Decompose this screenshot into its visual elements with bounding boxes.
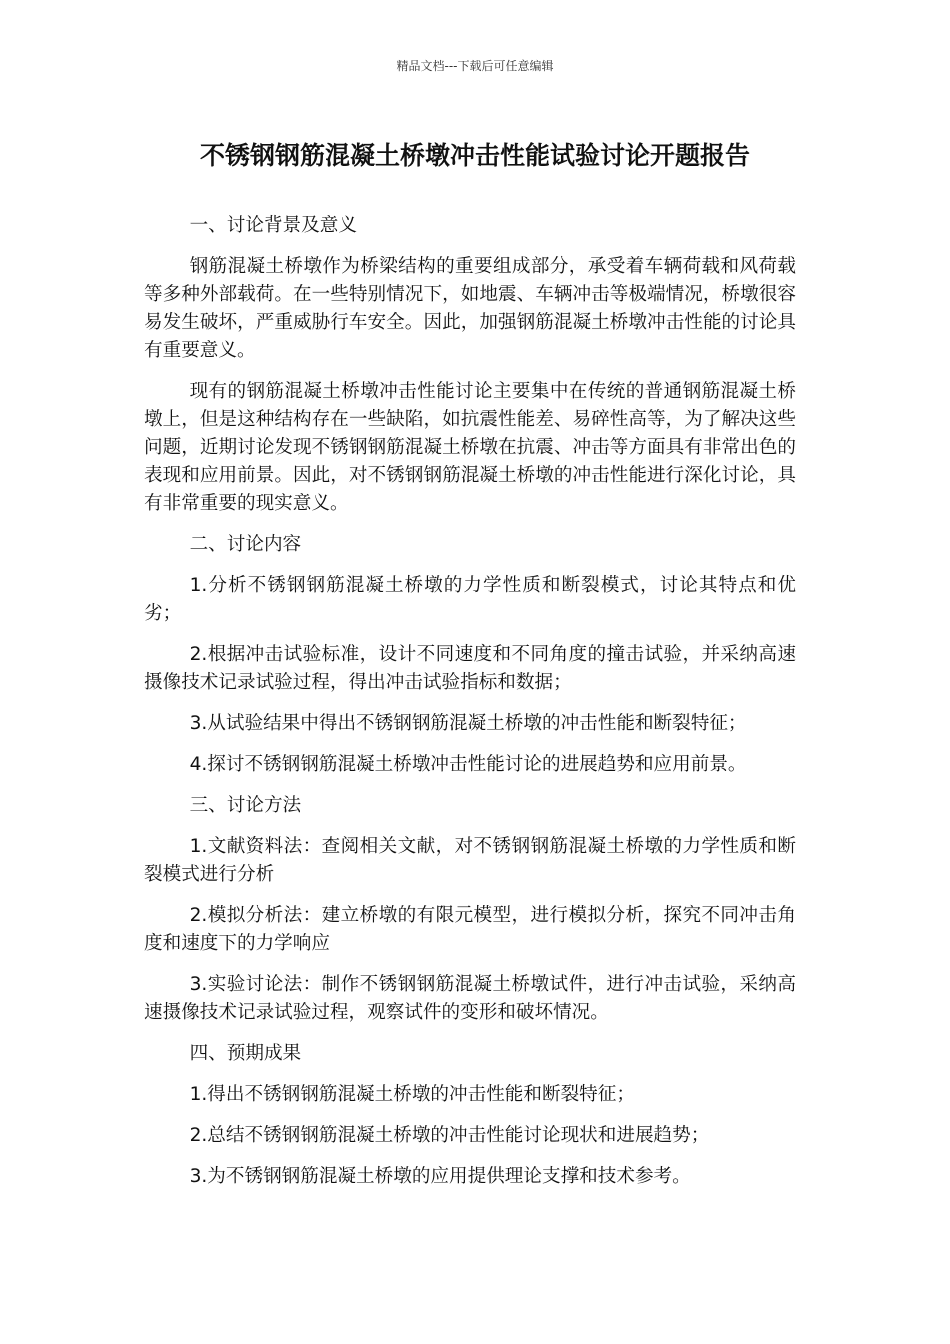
list-item: 3.实验讨论法：制作不锈钢钢筋混凝土桥墩试件，进行冲击试验，采纳高速摄像技术记录试验过程，观察试件的变形和破坏情况。 — [144, 974, 796, 1023]
paragraph: 钢筋混凝土桥墩作为桥梁结构的重要组成部分，承受着车辆荷载和风荷载等多种外部载荷。在一些特别情况下，如地震、车辆冲击等极端情况，桥墩很容易发生破坏，严重威胁行车安全。因此，加强钢筋混凝土桥墩冲击性能的讨论具有重要意义。 — [144, 256, 796, 361]
list-item: 1.文献资料法：查阅相关文献，对不锈钢钢筋混凝土桥墩的力学性质和断裂模式进行分析 — [144, 836, 796, 885]
list-item: 3.从试验结果中得出不锈钢钢筋混凝土桥墩的冲击性能和断裂特征； — [189, 713, 747, 734]
header-note: 精品文档---下载后可任意编辑 — [396, 59, 554, 73]
document-body — [144, 212, 796, 1204]
list-item: 2.总结不锈钢钢筋混凝土桥墩的冲击性能讨论现状和进展趋势； — [189, 1125, 710, 1146]
list-item: 2.模拟分析法：建立桥墩的有限元模型，进行模拟分析，探究不同冲击角度和速度下的力学响应 — [144, 905, 796, 954]
list-item: 1.得出不锈钢钢筋混凝土桥墩的冲击性能和断裂特征； — [189, 1084, 635, 1105]
section-heading-methods: 三、讨论方法 — [189, 795, 302, 816]
list-item: 3.为不锈钢钢筋混凝土桥墩的应用提供理论支撑和技术参考。 — [189, 1166, 691, 1187]
paragraph: 现有的钢筋混凝土桥墩冲击性能讨论主要集中在传统的普通钢筋混凝土桥墩上，但是这种结构存在一些缺陷，如抗震性能差、易碎性高等，为了解决这些问题，近期讨论发现不锈钢钢筋混凝土桥墩在抗震、冲击等方面具有非常出色的表现和应用前景。因此，对不锈钢钢筋混凝土桥墩的冲击性能进行深化讨论，具有非常重要的现实意义。 — [144, 381, 796, 514]
section-heading-outcomes: 四、预期成果 — [189, 1043, 302, 1064]
list-item: 4.探讨不锈钢钢筋混凝土桥墩冲击性能讨论的进展趋势和应用前景。 — [189, 754, 747, 775]
list-item: 2.根据冲击试验标准，设计不同速度和不同角度的撞击试验，并采纳高速摄像技术记录试验过程，得出冲击试验指标和数据； — [144, 644, 796, 693]
section-heading-background: 一、讨论背景及意义 — [189, 215, 357, 236]
section-heading-content: 二、讨论内容 — [189, 534, 302, 555]
document-title: 不锈钢钢筋混凝土桥墩冲击性能试验讨论开题报告 — [199, 141, 750, 170]
list-item: 1.分析不锈钢钢筋混凝土桥墩的力学性质和断裂模式，讨论其特点和优劣； — [144, 575, 796, 624]
